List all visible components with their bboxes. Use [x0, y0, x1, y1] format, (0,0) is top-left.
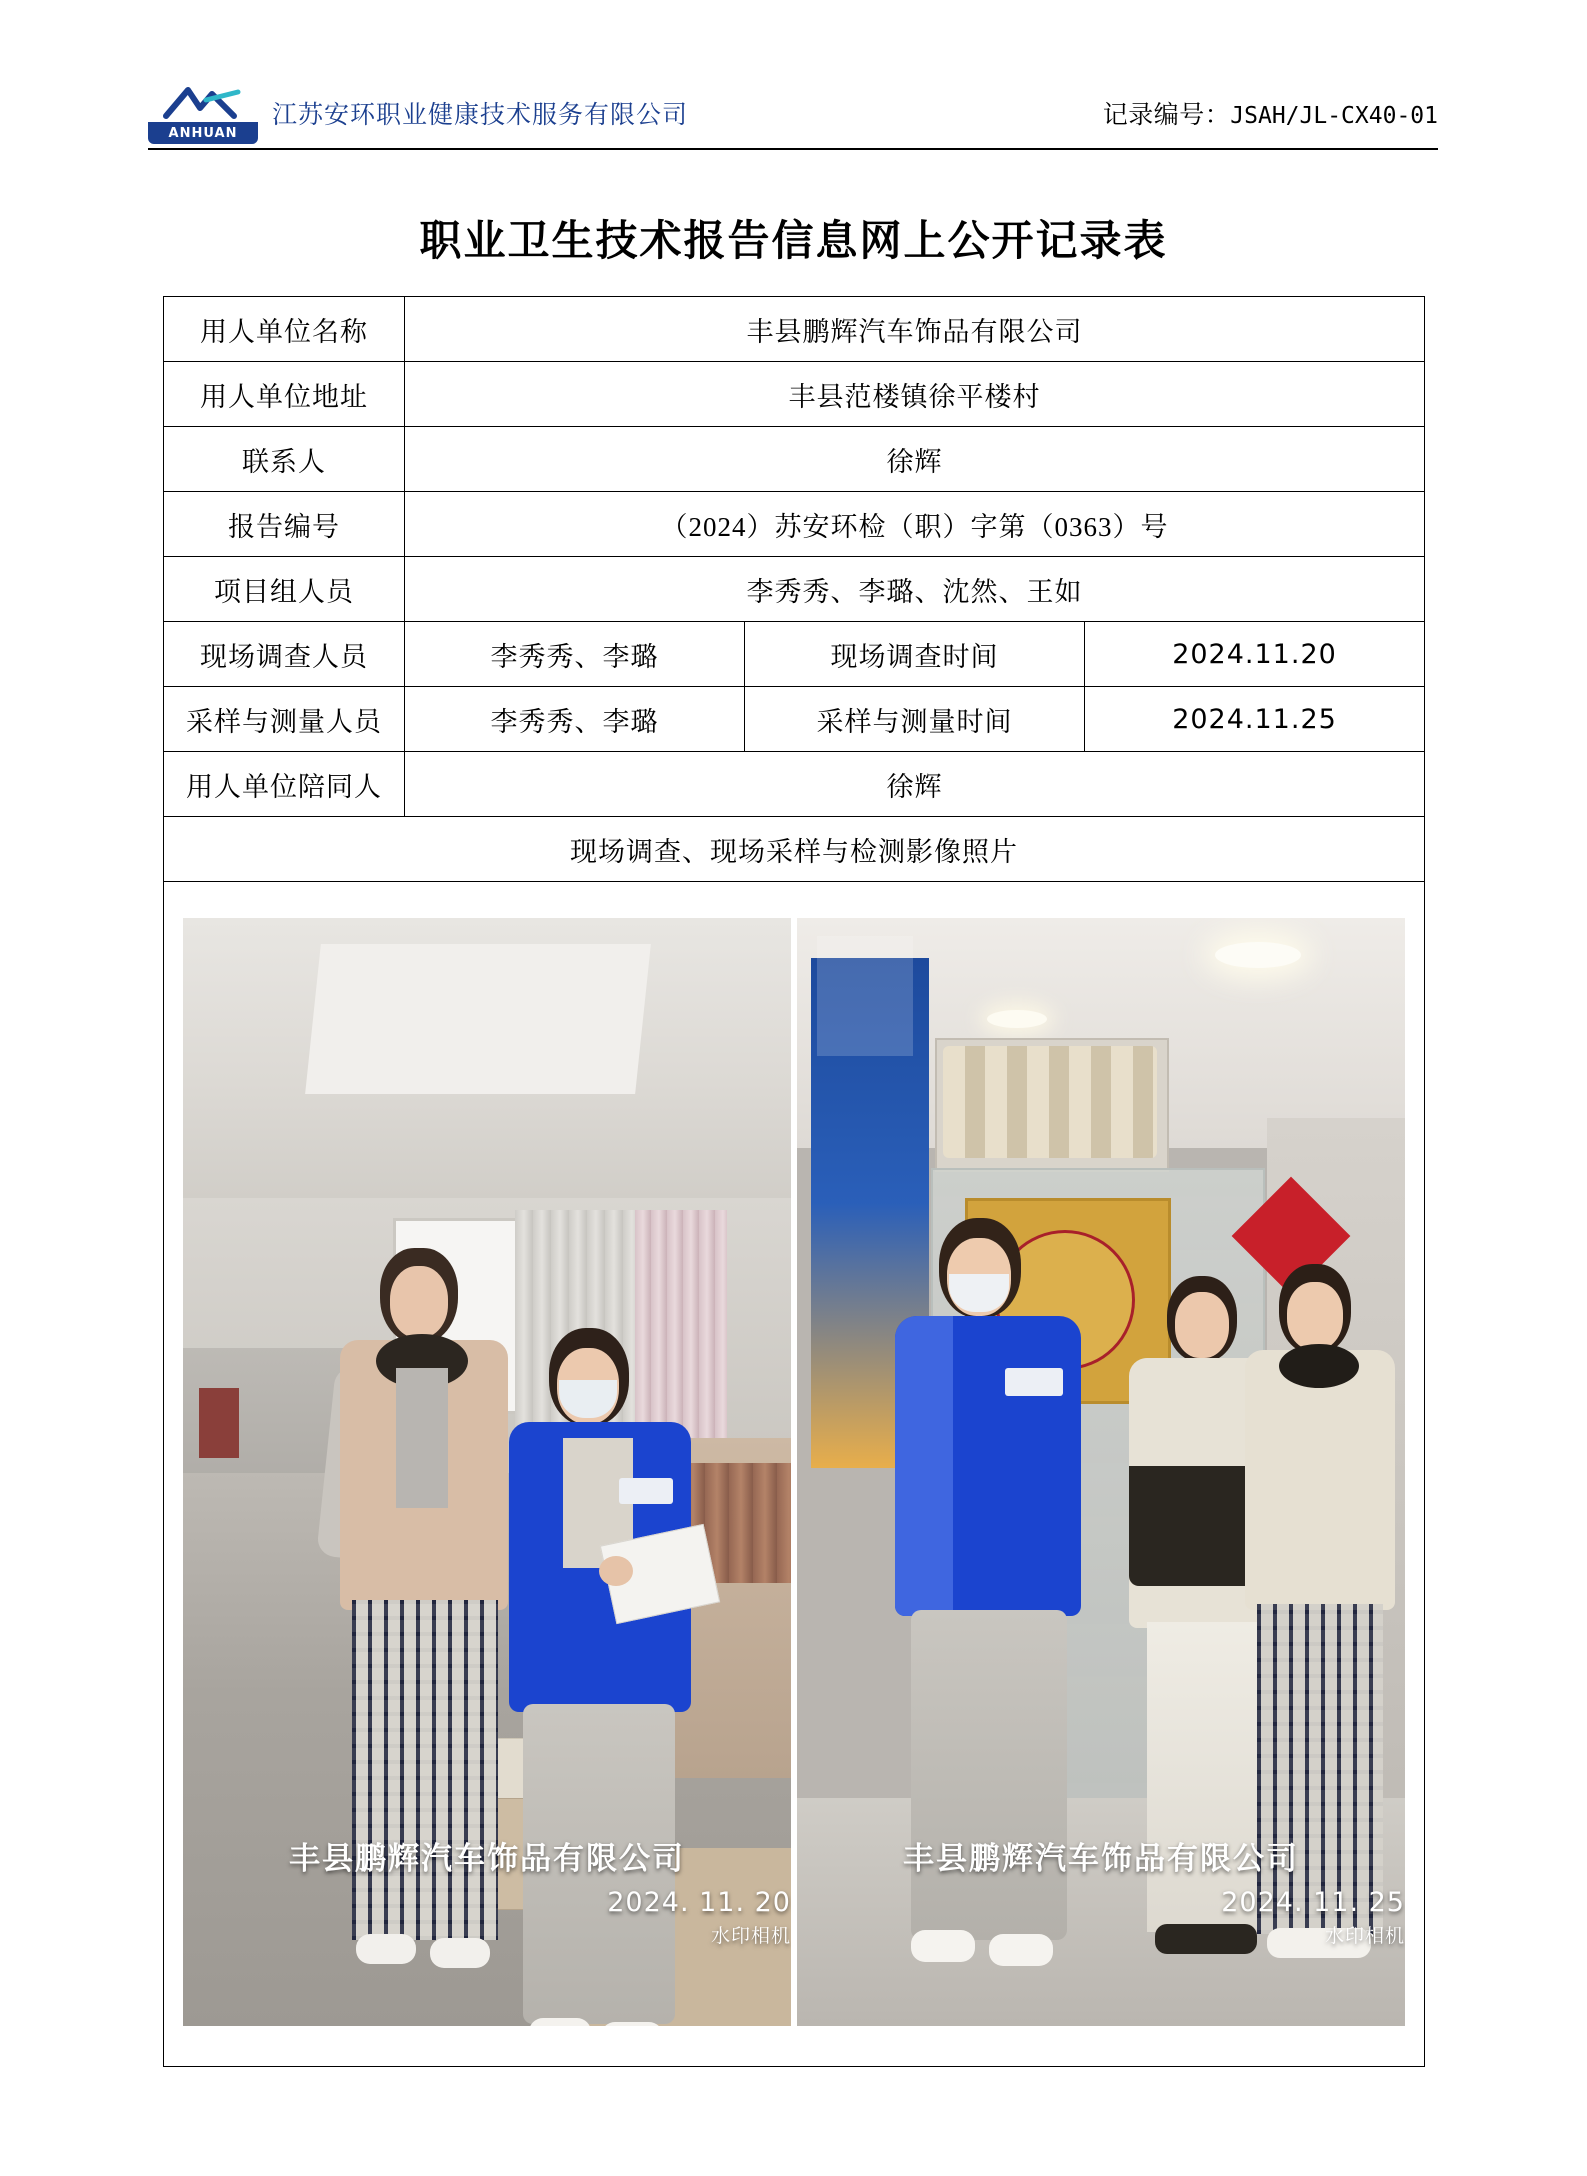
- person-shoe-left: [356, 1934, 416, 1964]
- person-vest-highlight: [895, 1316, 953, 1616]
- photo2-ceiling-light-2: [987, 1010, 1047, 1028]
- table-row-accompany: [164, 752, 1425, 817]
- header-left: [148, 82, 688, 144]
- person-plaid-pants: [352, 1600, 498, 1940]
- table-row-photos: [164, 882, 1425, 2067]
- table-row-sampling: [164, 687, 1425, 752]
- sampling-label: 采样与测量人员: [164, 687, 405, 752]
- logo-badge: [148, 82, 258, 144]
- record-number-value: JSAH/JL-CX40-01: [1230, 103, 1438, 129]
- photo2-person-staff-2: [1243, 1264, 1403, 2024]
- person-badge: [619, 1478, 673, 1504]
- row-value: 李秀秀、李璐、沈然、王如: [405, 557, 1425, 622]
- row-label: 用人单位名称: [164, 297, 405, 362]
- accompany-value: 徐辉: [405, 752, 1425, 817]
- photos-header: 现场调查、现场采样与检测影像照片: [164, 817, 1425, 882]
- table-row-survey: [164, 622, 1425, 687]
- person-hand: [599, 1556, 633, 1586]
- person-shoe-left: [911, 1930, 975, 1962]
- photo-watermark-brand: 水印相机: [1324, 1926, 1405, 1947]
- survey-time-label: 现场调查时间: [745, 622, 1085, 687]
- person-shoe-right: [989, 1934, 1053, 1966]
- person-face: [1175, 1292, 1229, 1358]
- table-row: [164, 297, 1425, 362]
- photo-gallery: [164, 882, 1424, 2066]
- photos-cell: [164, 882, 1425, 2067]
- sampling-photo: [797, 918, 1405, 2026]
- photo1-person-worker: [338, 1248, 513, 2026]
- person-shoes: [1267, 1928, 1371, 1958]
- row-label: 报告编号: [164, 492, 405, 557]
- photo-watermark-date: 2024. 11. 25: [1221, 1887, 1405, 1918]
- row-value: （2024）苏安环检（职）字第（0363）号: [405, 492, 1425, 557]
- record-number-label: 记录编号：: [1102, 102, 1231, 129]
- survey-label: 现场调查人员: [164, 622, 405, 687]
- table-row: [164, 492, 1425, 557]
- row-label: 联系人: [164, 427, 405, 492]
- table-row: [164, 362, 1425, 427]
- photo2-shelf-goods: [943, 1046, 1157, 1158]
- document-header: [148, 78, 1438, 150]
- person-inner-shirt: [396, 1368, 448, 1508]
- survey-people: 李秀秀、李璐: [405, 622, 745, 687]
- person-vest: [1245, 1350, 1395, 1610]
- record-table: [163, 296, 1425, 2067]
- person-plaid-pants: [1257, 1604, 1383, 1934]
- row-label: 用人单位地址: [164, 362, 405, 427]
- photo2-person-inspector: [889, 1218, 1085, 2026]
- person-face: [390, 1266, 448, 1338]
- photo-watermark-brand: 水印相机: [710, 1926, 791, 1947]
- logo-text: ANHUAN: [148, 122, 258, 144]
- accompany-label: 用人单位陪同人: [164, 752, 405, 817]
- person-shoe-right: [601, 2022, 663, 2026]
- row-value: 丰县鹏辉汽车饰品有限公司: [405, 297, 1425, 362]
- person-collar: [1279, 1344, 1359, 1388]
- photo1-person-inspector: [501, 1328, 701, 2026]
- record-number: [1103, 95, 1438, 131]
- sampling-time-label: 采样与测量时间: [745, 687, 1085, 752]
- photo2-ceiling-light: [1215, 942, 1301, 968]
- swoosh-icon: [162, 86, 242, 120]
- photo-watermark-title: 丰县鹏辉汽车饰品有限公司: [289, 1841, 685, 1876]
- company-name: 江苏安环职业健康技术服务有限公司: [272, 102, 689, 129]
- person-shoe-left: [529, 2018, 591, 2026]
- survey-time-value: 2024.11.20: [1085, 622, 1425, 687]
- person-shoes: [1155, 1924, 1257, 1954]
- company-logo: [148, 82, 258, 144]
- person-badge: [1005, 1368, 1063, 1396]
- table-row: [164, 427, 1425, 492]
- row-value: 徐辉: [405, 427, 1425, 492]
- table-row-photos-header: [164, 817, 1425, 882]
- row-value: 丰县范楼镇徐平楼村: [405, 362, 1425, 427]
- person-face: [1287, 1282, 1343, 1350]
- site-survey-photo: [183, 918, 791, 2026]
- person-shoe-right: [430, 1938, 490, 1968]
- person-pants: [523, 1704, 675, 2024]
- sampling-people: 李秀秀、李璐: [405, 687, 745, 752]
- photo-watermark-title: 丰县鹏辉汽车饰品有限公司: [903, 1841, 1299, 1876]
- photo1-machine-part: [199, 1388, 239, 1458]
- photo2-poster-text-block: [817, 936, 913, 1056]
- page-title: 职业卫生技术报告信息网上公开记录表: [419, 219, 1168, 265]
- sampling-time-value: 2024.11.25: [1085, 687, 1425, 752]
- table-row: [164, 557, 1425, 622]
- row-label: 项目组人员: [164, 557, 405, 622]
- photo1-ceiling-panel: [305, 944, 651, 1094]
- person-pants: [911, 1610, 1067, 1940]
- photo-watermark-date: 2024. 11. 20: [607, 1887, 791, 1918]
